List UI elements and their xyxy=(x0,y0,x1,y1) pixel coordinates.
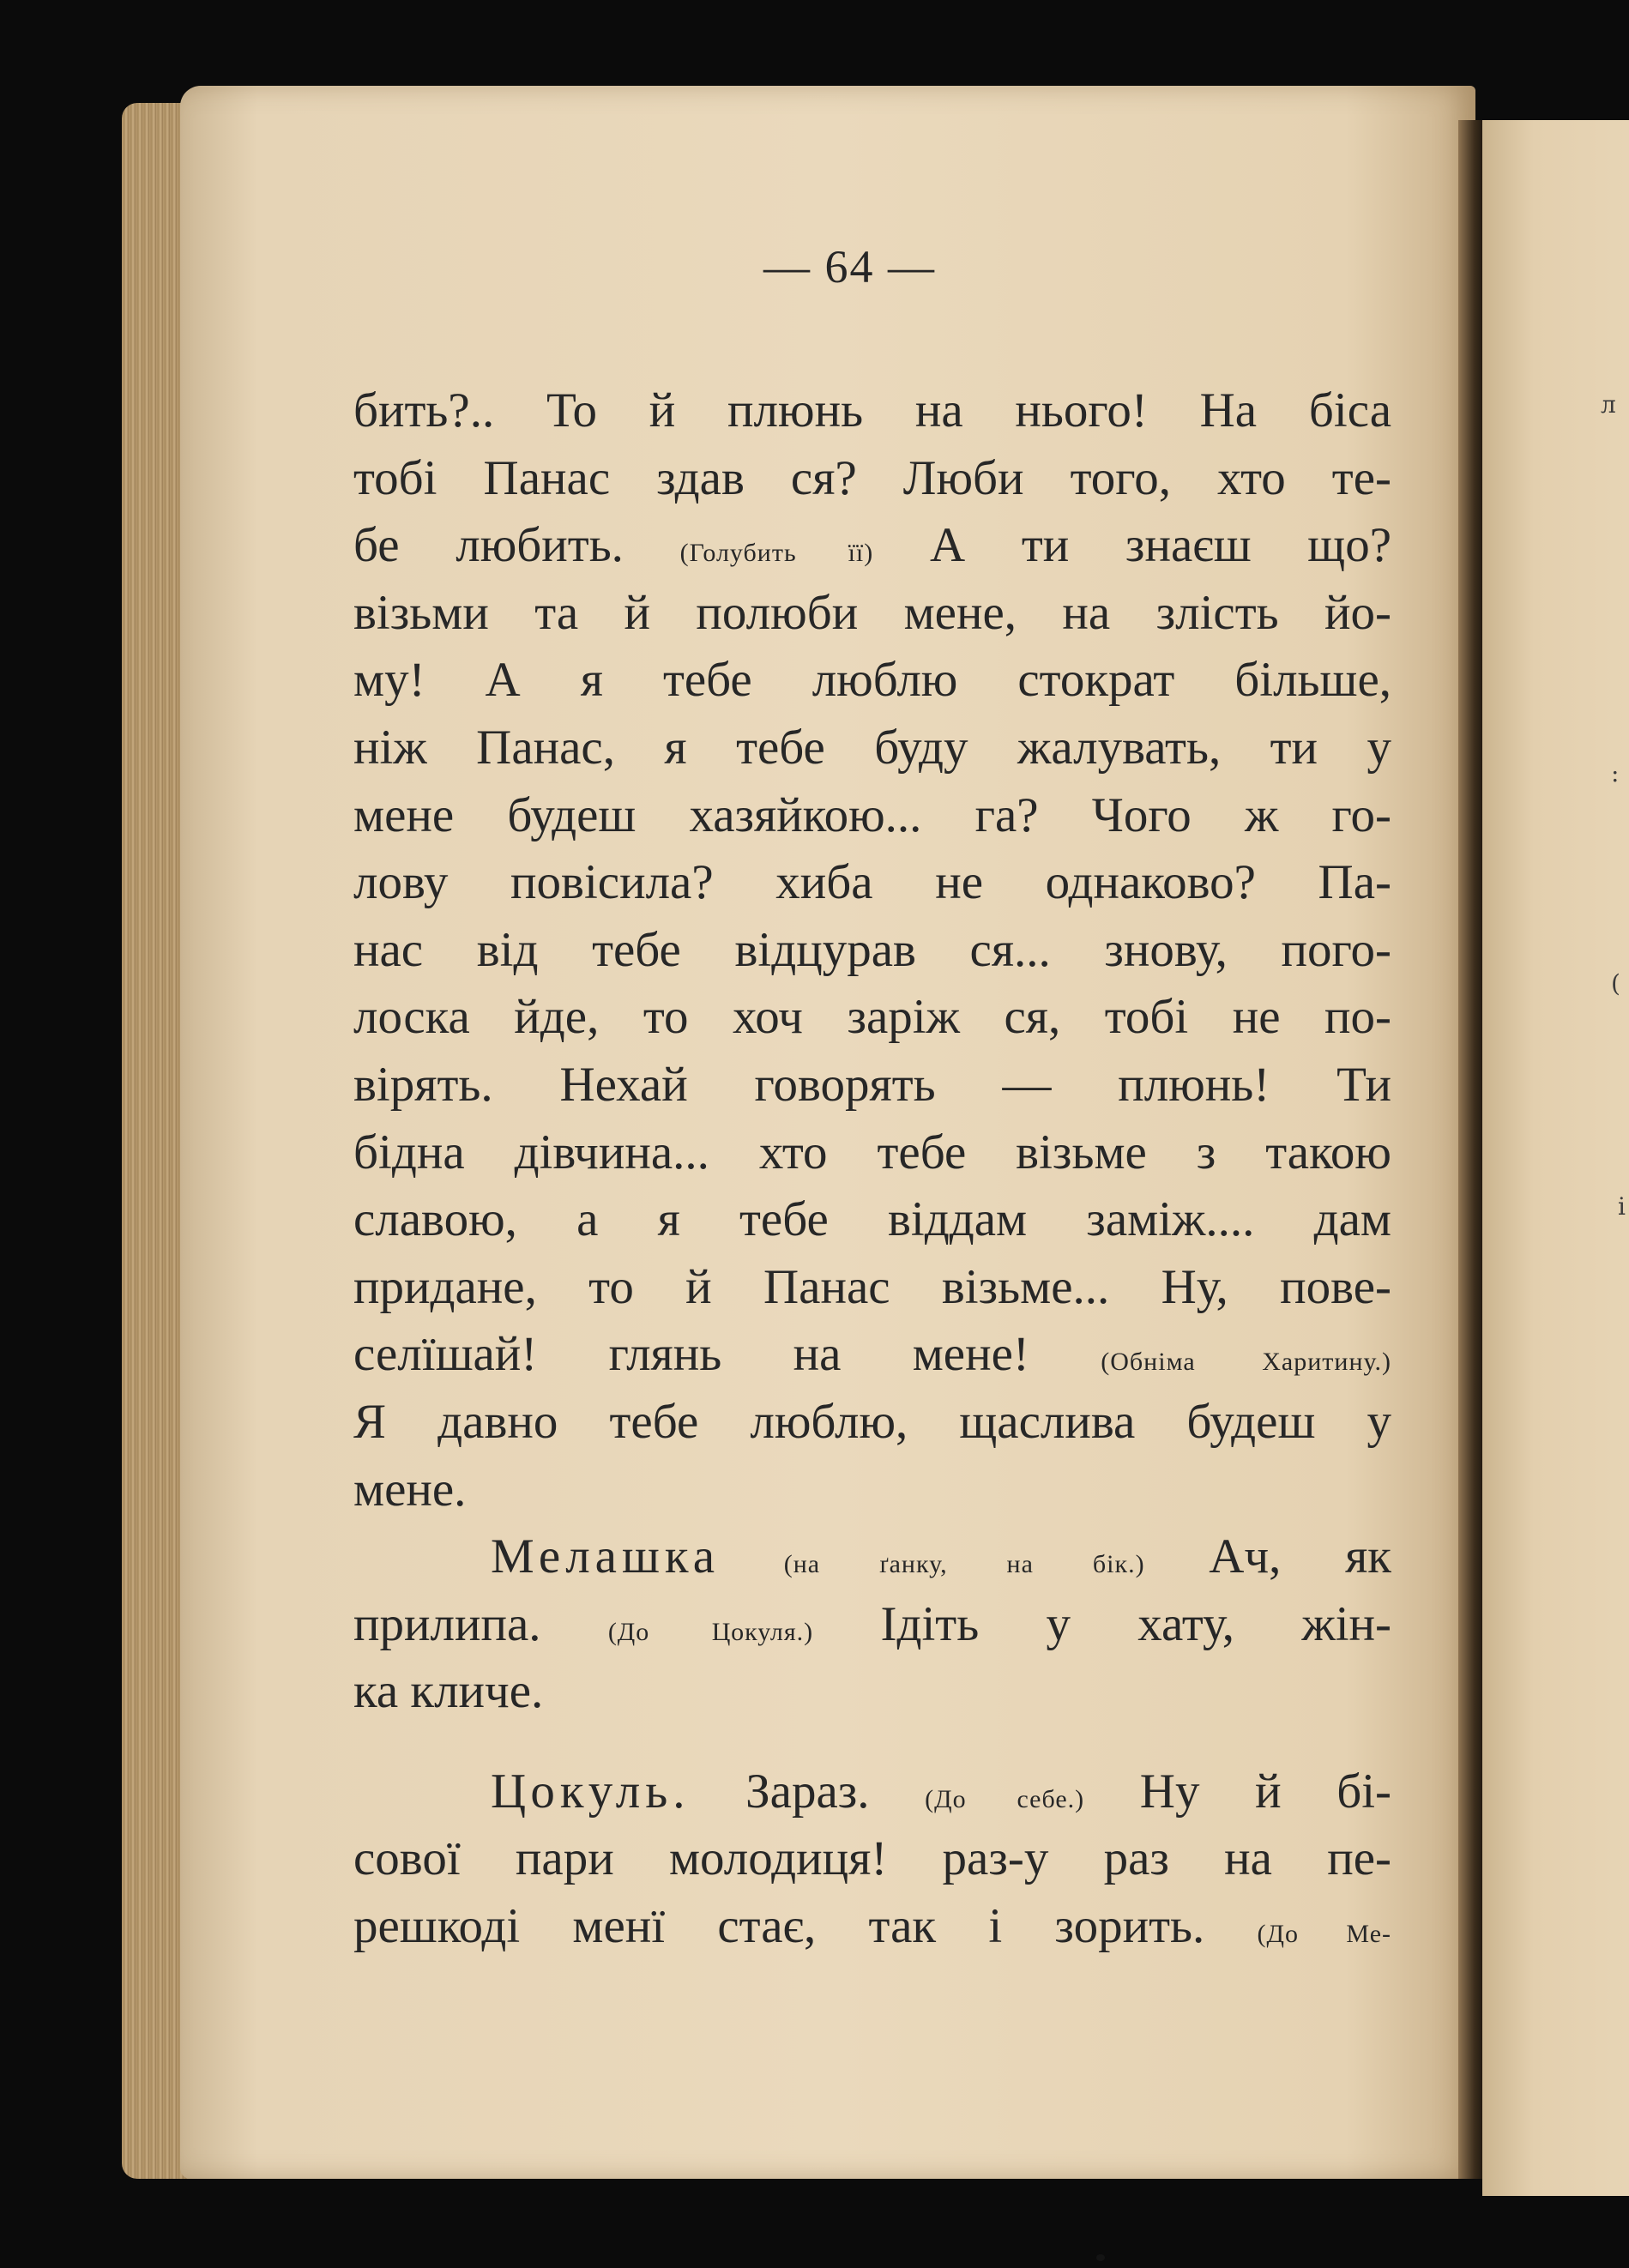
dialogue-line: прилипа. (До Цокуля.) Ідіть у хату, жін- xyxy=(353,1596,1392,1651)
text-line: ніж Панас, я тебе буду жалувать, ти у xyxy=(353,720,1391,775)
text-line: му! А я тебе люблю стократ більше, xyxy=(353,653,1391,708)
dialogue-line: Цокуль. Зараз. (До себе.) Ну й бі- xyxy=(491,1764,1392,1819)
text-line: селїшай! глянь на мене! (Обніма Харитину.) xyxy=(353,1327,1392,1382)
text-line: вірять. Нехай говорять — плюнь! Ти xyxy=(353,1057,1391,1112)
right-page-mark: : xyxy=(1611,759,1620,787)
text-line: Я давно тебе люблю, щаслива будеш у xyxy=(353,1394,1391,1449)
dialogue-line: решкоді менї стає, так і зорить. (До Ме- xyxy=(353,1899,1392,1954)
right-page-mark: і xyxy=(1618,1192,1626,1221)
stage-direction: (До себе.) xyxy=(925,1784,1085,1813)
paragraph-gap xyxy=(353,1726,1391,1758)
speaker-name: Цокуль. xyxy=(491,1764,691,1819)
text-line: тобі Панас здав ся? Люби того, хто те- xyxy=(353,450,1391,505)
stage-direction: (До Цокуля.) xyxy=(607,1617,814,1646)
text-line: лоска йде, то хоч заріж ся, тобі не по- xyxy=(353,990,1391,1045)
dialogue-line: сової пари молодиця! раз-у раз на пе- xyxy=(353,1831,1391,1886)
right-page xyxy=(1482,120,1629,2196)
text-line: славою, а я тебе віддам заміж.... дам xyxy=(353,1192,1391,1247)
text-line: бідна дівчина... хто тебе візьме з такою xyxy=(353,1125,1391,1179)
text-line: лову повісила? хиба не однаково? Па- xyxy=(353,855,1391,910)
text-line: бе любить. (Голубить її) А ти знаєш що? xyxy=(353,518,1391,573)
page-text xyxy=(353,377,1391,1961)
stage-direction: (на ґанку, на бік.) xyxy=(783,1550,1145,1579)
dialogue-line: ка кличе. xyxy=(353,1664,544,1719)
right-page-mark: ( xyxy=(1611,969,1620,998)
stage-direction: (Обніма Харитину.) xyxy=(1101,1348,1392,1377)
page-number: — 64 — xyxy=(763,241,936,293)
text-line: мене будеш хазяйкою... га? Чого ж го- xyxy=(353,787,1391,842)
dialogue-line: Мелашка (на ґанку, на бік.) Ач, як xyxy=(491,1529,1391,1584)
text-line: бить?.. То й плюнь на нього! На біса xyxy=(353,383,1391,437)
text-line: нас від тебе відцурав ся... знову, пого- xyxy=(353,922,1391,977)
stage-direction: (До Ме- xyxy=(1257,1920,1392,1949)
right-page-mark: л xyxy=(1601,390,1616,419)
text-line: придане, то й Панас візьме... Ну, пове- xyxy=(353,1259,1391,1314)
dust-speck xyxy=(1096,2254,1105,2261)
text-line: мене. xyxy=(353,1462,467,1517)
stage-direction: (Голубить її) xyxy=(679,539,874,568)
speaker-name: Мелашка xyxy=(491,1529,720,1584)
text-line: візьми та й полюби мене, на злість йо- xyxy=(353,585,1391,640)
